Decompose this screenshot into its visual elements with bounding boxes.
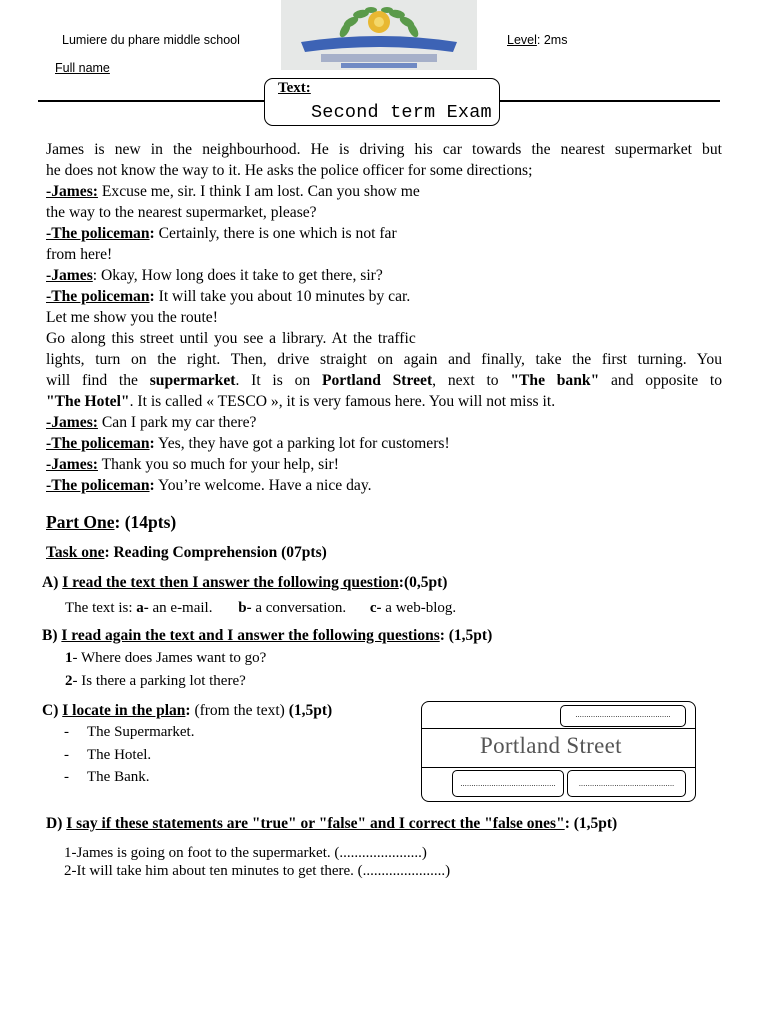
instruction-note: (from the text)	[190, 702, 289, 719]
speaker-james: -James	[46, 267, 93, 284]
bullet: -	[64, 769, 69, 785]
part-one-heading	[46, 512, 176, 533]
option-letter: a-	[136, 600, 149, 616]
place-supermarket: supermarket	[149, 372, 236, 389]
passage-line	[46, 286, 722, 307]
street-edge-top	[422, 728, 695, 729]
passage-line	[46, 454, 722, 475]
question-text: - Where does James want to go?	[72, 650, 267, 666]
question-number: 1	[65, 650, 73, 666]
bullet: -	[64, 724, 69, 740]
full-name-field-label: Full name	[55, 61, 110, 75]
passage-line: Go along this street until you see a library. At the traffic	[46, 330, 416, 347]
statement-number: 2	[64, 863, 72, 879]
speaker-james: -James:	[46, 414, 98, 431]
part-one-points: : (14pts)	[114, 512, 177, 532]
speaker-policeman: -The policeman	[46, 225, 150, 242]
points: : (1,5pt)	[439, 627, 493, 644]
reading-passage	[46, 139, 722, 496]
option-letter: c-	[369, 600, 382, 616]
place-bank: "The bank"	[510, 372, 600, 389]
instruction-text: I read again the text and I answer the following questions	[61, 627, 440, 644]
passage-line: James is new in the neighbourhood. He is driving his car towards the nearest supermarket but	[46, 141, 722, 158]
points: : (1,5pt)	[564, 815, 618, 832]
dialogue-text: Certainly, there is one which is not far	[154, 225, 397, 242]
passage-line	[46, 265, 722, 286]
speaker-colon: :	[149, 225, 155, 242]
passage-line	[46, 391, 722, 412]
dialogue-text: Yes, they have got a parking lot for customers!	[154, 435, 450, 452]
text-label: Text:	[278, 80, 311, 96]
section-letter: B)	[42, 627, 62, 644]
dialogue-text: . It is called « TESCO », it is very famous here. You will not miss it.	[129, 393, 556, 410]
question-a-options	[65, 600, 456, 617]
passage-line: from here!	[46, 246, 113, 263]
section-letter: C)	[42, 702, 63, 719]
locate-item-label: The Supermarket.	[87, 724, 195, 740]
question-text: - Is there a parking lot there?	[72, 673, 246, 689]
question-b-instruction	[42, 627, 492, 645]
option-letter: b-	[238, 600, 252, 616]
passage-line	[46, 433, 722, 454]
task-one-title: : Reading Comprehension (07pts)	[104, 544, 327, 561]
colon: :	[185, 702, 191, 719]
task-one-heading	[46, 544, 327, 562]
option-b[interactable]: a conversation.	[251, 600, 347, 616]
speaker-colon: :	[149, 288, 155, 305]
plan-answer-slot-left[interactable]: ...........................................	[452, 770, 564, 797]
question-b1	[65, 650, 266, 667]
level-value: : 2ms	[536, 33, 568, 47]
locate-item	[64, 747, 151, 764]
instruction-text: I say if these statements are "true" or "false" and I correct the "false ones"	[66, 815, 565, 832]
instruction-text: I locate in the plan	[62, 702, 186, 719]
part-one-title: Part One	[46, 512, 115, 532]
school-name: Lumiere du phare middle school	[62, 33, 240, 47]
speaker-colon: :	[149, 435, 155, 452]
place-hotel: "The Hotel"	[46, 393, 130, 410]
question-d-instruction	[46, 815, 617, 833]
speaker-james: -James:	[46, 183, 98, 200]
locate-item-label: The Hotel.	[87, 747, 152, 763]
option-stem: The text is:	[65, 600, 137, 616]
bullet: -	[64, 747, 69, 763]
speaker-colon: :	[149, 477, 155, 494]
locate-item	[64, 724, 194, 741]
option-c[interactable]: a web-blog.	[381, 600, 457, 616]
passage-line: lights, turn on the right. Then, drive straight on again and finally, take the first turning. You	[46, 351, 722, 368]
school-logo	[281, 0, 477, 70]
dialogue-text: , next to	[432, 372, 511, 389]
street-edge-bottom	[422, 767, 695, 768]
passage-line	[46, 370, 722, 391]
speaker-policeman: -The policeman	[46, 288, 150, 305]
question-number: 2	[65, 673, 73, 689]
header-rule-left	[38, 100, 264, 102]
speaker-james: -James:	[46, 456, 98, 473]
statement-1	[64, 845, 427, 862]
dialogue-text: Thank you so much for your help, sir!	[97, 456, 339, 473]
dialogue-text: Can I park my car there?	[97, 414, 257, 431]
instruction-text: I read the text then I answer the following question	[62, 574, 399, 591]
passage-line	[46, 412, 722, 433]
statement-text[interactable]: -It will take him about ten minutes to get there. (......................)	[71, 863, 451, 879]
dialogue-text: . It is on	[235, 372, 322, 389]
option-a[interactable]: an e-mail.	[148, 600, 213, 616]
plan-answer-slot-right[interactable]: ...........................................	[567, 770, 686, 797]
street-name-label: Portland Street	[480, 733, 622, 758]
dialogue-text: It will take you about 10 minutes by car.	[154, 288, 411, 305]
dialogue-text: Excuse me, sir. I think I am lost. Can you show me	[97, 183, 420, 200]
speaker-policeman: -The policeman	[46, 435, 150, 452]
level-label: Level	[507, 33, 537, 47]
passage-line: he does not know the way to it. He asks the police officer for some directions;	[46, 162, 533, 179]
locate-item-label: The Bank.	[87, 769, 150, 785]
passage-line	[46, 223, 722, 244]
question-b2	[65, 673, 246, 690]
locate-item	[64, 769, 149, 786]
dialogue-text: You’re welcome. Have a nice day.	[154, 477, 372, 494]
passage-line	[46, 181, 722, 202]
question-c-instruction	[42, 702, 332, 720]
plan-answer-slot-top[interactable]: ...........................................	[560, 705, 686, 727]
exam-title: Second term Exam	[311, 102, 492, 123]
place-street: Portland Street	[321, 372, 433, 389]
statement-number: 1	[64, 845, 72, 861]
header-rule-right	[500, 100, 720, 102]
passage-line	[46, 475, 722, 496]
points: (1,5pt)	[288, 702, 333, 719]
points: :(0,5pt)	[398, 574, 448, 591]
task-one-label: Task one	[46, 544, 105, 561]
level-info	[507, 33, 567, 47]
section-letter: A)	[42, 574, 63, 591]
statement-2	[64, 863, 450, 880]
dialogue-text: and opposite to	[599, 372, 723, 389]
dialogue-text: will find the	[46, 372, 150, 389]
question-a-instruction	[42, 574, 447, 592]
statement-text[interactable]: -James is going on foot to the supermarket. (......................)	[71, 845, 427, 861]
speaker-policeman: -The policeman	[46, 477, 150, 494]
passage-line: Let me show you the route!	[46, 309, 218, 326]
passage-line: the way to the nearest supermarket, please?	[46, 204, 317, 221]
logo-emblem-icon	[281, 0, 477, 70]
dialogue-text: : Okay, How long does it take to get there, sir?	[92, 267, 383, 284]
section-letter: D)	[46, 815, 67, 832]
